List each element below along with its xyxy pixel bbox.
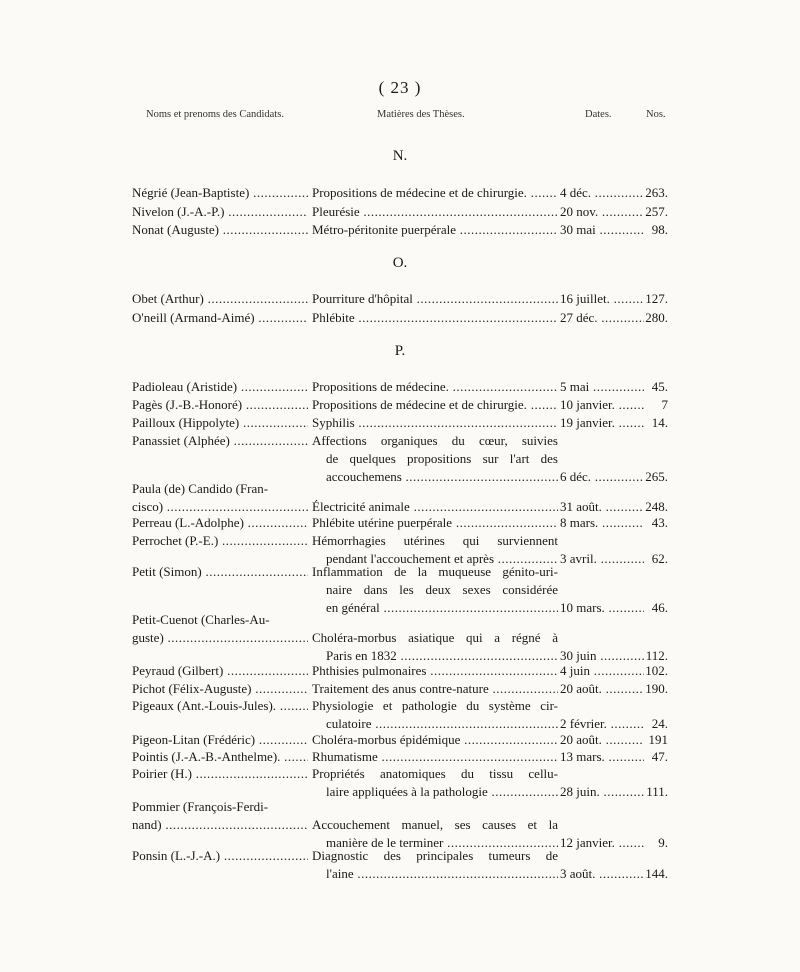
entry-line bbox=[132, 563, 668, 581]
entry bbox=[132, 514, 668, 532]
thesis-title: Affections organiques du cœur, suivies bbox=[312, 433, 558, 448]
entry-line bbox=[132, 378, 668, 396]
entry bbox=[132, 680, 668, 698]
candidate-name: guste) ..... bbox=[132, 629, 308, 647]
section-letter-n: N. bbox=[392, 148, 408, 164]
thesis-number: 14. bbox=[651, 415, 668, 430]
candidate-name: Obet (Arthur) ..... bbox=[132, 290, 308, 308]
entry-line bbox=[132, 581, 668, 599]
thesis-title: naire dans les deux sexes considérée bbox=[326, 582, 558, 597]
thesis-title: pendant l'accouchement et après ..... bbox=[326, 550, 558, 568]
thesis-title: Pourriture d'hôpital ..... bbox=[312, 290, 558, 308]
thesis-number: 24. bbox=[651, 716, 668, 731]
entry bbox=[132, 432, 668, 486]
thesis-title: de quelques propositions sur l'art des bbox=[326, 451, 558, 466]
thesis-date: 10 mars. ..... bbox=[560, 599, 644, 617]
thesis-date: 5 mai ..... bbox=[560, 378, 644, 396]
entry bbox=[132, 662, 668, 680]
entry bbox=[132, 563, 668, 617]
candidate-name: Petit-Cuenot (Charles-Au- bbox=[132, 612, 270, 627]
candidate-name: Pigeaux (Ant.-Louis-Jules). ..... bbox=[132, 697, 308, 715]
thesis-date: 31 août. ..... bbox=[560, 498, 644, 516]
entry bbox=[132, 731, 668, 749]
entry bbox=[132, 414, 668, 432]
thesis-number: 263. bbox=[645, 185, 668, 200]
thesis-title: Syphilis ..... bbox=[312, 414, 558, 432]
thesis-title: l'aine ..... bbox=[326, 865, 558, 883]
thesis-date: 6 déc. ..... bbox=[560, 468, 644, 486]
thesis-date: 4 juin ..... bbox=[560, 662, 644, 680]
thesis-number: 191 bbox=[648, 732, 668, 747]
entry-line bbox=[132, 748, 668, 766]
entry-line bbox=[132, 765, 668, 783]
entry-line bbox=[132, 290, 668, 308]
thesis-title: Propositions de médecine et de chirurgie. ..... bbox=[312, 184, 558, 202]
entry bbox=[132, 309, 668, 327]
section-letter-p: P. bbox=[394, 343, 406, 359]
candidate-name: Pagès (J.-B.-Honoré) ..... bbox=[132, 396, 308, 414]
candidate-name: nand) ..... bbox=[132, 816, 308, 834]
thesis-title: Choléra-morbus épidémique ..... bbox=[312, 731, 558, 749]
thesis-number: 265. bbox=[645, 469, 668, 484]
thesis-title: Propriétés anatomiques du tissu cellu- bbox=[312, 766, 558, 781]
thesis-title: Propositions de médecine et de chirurgie. ..... bbox=[312, 396, 558, 414]
section-letter-o: O. bbox=[392, 255, 408, 271]
thesis-number: 248. bbox=[645, 499, 668, 514]
thesis-title: Propositions de médecine. ..... bbox=[312, 378, 558, 396]
thesis-number: 190. bbox=[645, 681, 668, 696]
entry-line bbox=[132, 731, 668, 749]
entry-line bbox=[132, 432, 668, 450]
entry bbox=[132, 798, 668, 852]
thesis-title: Phthisies pulmonaires ..... bbox=[312, 662, 558, 680]
entry-line bbox=[132, 629, 668, 647]
entry-line bbox=[132, 798, 668, 816]
candidate-name: Petit (Simon) ..... bbox=[132, 563, 308, 581]
thesis-date: 13 mars. ..... bbox=[560, 748, 644, 766]
thesis-title: Paris en 1832 ..... bbox=[326, 647, 558, 665]
thesis-date: 4 déc. ..... bbox=[560, 184, 644, 202]
thesis-title: Choléra-morbus asiatique qui a régné à bbox=[312, 630, 558, 645]
thesis-number: 102. bbox=[645, 663, 668, 678]
candidate-name: Panassiet (Alphée) ..... bbox=[132, 432, 308, 450]
entry-line bbox=[132, 514, 668, 532]
thesis-title: Rhumatisme ..... bbox=[312, 748, 558, 766]
candidate-name: Nonat (Auguste) ..... bbox=[132, 221, 308, 239]
thesis-title: en général ..... bbox=[326, 599, 558, 617]
thesis-date: 20 août. ..... bbox=[560, 731, 644, 749]
thesis-number: 111. bbox=[646, 784, 668, 799]
thesis-title: Phlébite ..... bbox=[312, 309, 558, 327]
thesis-title: culatoire ..... bbox=[326, 715, 558, 733]
entry-line bbox=[132, 697, 668, 715]
thesis-date: 2 février. ..... bbox=[560, 715, 644, 733]
entry-line bbox=[132, 203, 668, 221]
candidate-name: Poirier (H.) ..... bbox=[132, 765, 308, 783]
candidate-name: Négrié (Jean-Baptiste) ..... bbox=[132, 184, 308, 202]
entry-line bbox=[132, 309, 668, 327]
thesis-number: 127. bbox=[645, 291, 668, 306]
candidate-name: Pommier (François-Ferdi- bbox=[132, 799, 269, 814]
entry-line bbox=[132, 396, 668, 414]
entry-line bbox=[132, 816, 668, 834]
thesis-title: Électricité animale ..... bbox=[312, 498, 558, 516]
thesis-number: 47. bbox=[651, 749, 668, 764]
thesis-title: Physiologie et pathologie du système cir- bbox=[312, 698, 558, 713]
thesis-number: 46. bbox=[651, 600, 668, 615]
entry-line bbox=[132, 480, 668, 498]
thesis-title: Phlébite utérine puerpérale ..... bbox=[312, 514, 558, 532]
thesis-title: Accouchement manuel, ses causes et la bbox=[312, 817, 558, 832]
thesis-title: Pleurésie ..... bbox=[312, 203, 558, 221]
candidate-name: Perrochet (P.-E.) ..... bbox=[132, 532, 308, 550]
page-number: ( 23 ) bbox=[378, 78, 422, 97]
entry-line bbox=[132, 414, 668, 432]
candidate-name: Pailloux (Hippolyte) ..... bbox=[132, 414, 308, 432]
entry bbox=[132, 290, 668, 308]
entry bbox=[132, 378, 668, 396]
thesis-title: Inflammation de la muqueuse génito-uri- bbox=[312, 564, 558, 579]
entry-line bbox=[132, 184, 668, 202]
entry bbox=[132, 480, 668, 516]
thesis-title: Diagnostic des principales tumeurs de bbox=[312, 848, 558, 863]
thesis-date: 20 août. ..... bbox=[560, 680, 644, 698]
thesis-number: 45. bbox=[651, 379, 668, 394]
entry bbox=[132, 396, 668, 414]
header-dates: Dates. bbox=[585, 109, 612, 120]
thesis-title: accouchemens ..... bbox=[326, 468, 558, 486]
entry-line bbox=[132, 532, 668, 550]
entry-line bbox=[132, 611, 668, 629]
thesis-number: 280. bbox=[645, 310, 668, 325]
thesis-number: 43. bbox=[651, 515, 668, 530]
thesis-date: 10 janvier. ..... bbox=[560, 396, 644, 414]
entry bbox=[132, 184, 668, 202]
thesis-date: 12 janvier. ..... bbox=[560, 834, 644, 852]
entry bbox=[132, 611, 668, 665]
thesis-title: Métro-péritonite puerpérale ..... bbox=[312, 221, 558, 239]
thesis-date: 28 juin. ..... bbox=[560, 783, 644, 801]
thesis-number: 112. bbox=[645, 648, 668, 663]
entry-line bbox=[132, 847, 668, 865]
thesis-number: 98. bbox=[651, 222, 668, 237]
entry-line bbox=[132, 865, 668, 883]
candidate-name: Padioleau (Aristide) ..... bbox=[132, 378, 308, 396]
candidate-name: Peyraud (Gilbert) ..... bbox=[132, 662, 308, 680]
candidate-name: Nivelon (J.-A.-P.) ..... bbox=[132, 203, 308, 221]
thesis-date: 30 mai ..... bbox=[560, 221, 644, 239]
entry-line bbox=[132, 680, 668, 698]
thesis-date: 3 avril. ..... bbox=[560, 550, 644, 568]
thesis-title: laire appliquées à la pathologie ..... bbox=[326, 783, 558, 801]
thesis-date: 27 déc. ..... bbox=[560, 309, 644, 327]
entry bbox=[132, 697, 668, 733]
thesis-date: 3 août. ..... bbox=[560, 865, 644, 883]
thesis-date: 19 janvier. ..... bbox=[560, 414, 644, 432]
candidate-name: Pointis (J.-A.-B.-Anthelme). ..... bbox=[132, 748, 308, 766]
candidate-name: Pichot (Félix-Auguste) ..... bbox=[132, 680, 308, 698]
candidate-name: Pigeon-Litan (Frédéric) ..... bbox=[132, 731, 308, 749]
thesis-title: Traitement des anus contre-nature ..... bbox=[312, 680, 558, 698]
candidate-name: Perreau (L.-Adolphe) ..... bbox=[132, 514, 308, 532]
entry-line bbox=[132, 221, 668, 239]
thesis-number: 62. bbox=[651, 551, 668, 566]
entry bbox=[132, 847, 668, 883]
entry bbox=[132, 748, 668, 766]
entry bbox=[132, 221, 668, 239]
thesis-title: Hémorrhagies utérines qui surviennent bbox=[312, 533, 558, 548]
thesis-number: 7 bbox=[661, 397, 668, 412]
candidate-name: cisco) ..... bbox=[132, 498, 308, 516]
entry bbox=[132, 203, 668, 221]
thesis-date: 30 juin ..... bbox=[560, 647, 644, 665]
entry-line bbox=[132, 450, 668, 468]
thesis-title: manière de le terminer ..... bbox=[326, 834, 558, 852]
thesis-date: 8 mars. ..... bbox=[560, 514, 644, 532]
header-names: Noms et prenoms des Candidats. bbox=[146, 109, 284, 120]
entry-line bbox=[132, 662, 668, 680]
thesis-number: 9. bbox=[658, 835, 668, 850]
thesis-number: 144. bbox=[645, 866, 668, 881]
candidate-name: Ponsin (L.-J.-A.) ..... bbox=[132, 847, 308, 865]
entry bbox=[132, 765, 668, 801]
header-theses: Matières des Thèses. bbox=[377, 109, 465, 120]
candidate-name: O'neill (Armand-Aimé) ..... bbox=[132, 309, 308, 327]
thesis-date: 16 juillet. ..... bbox=[560, 290, 644, 308]
thesis-date: 20 nov. ..... bbox=[560, 203, 644, 221]
candidate-name: Paula (de) Candido (Fran- bbox=[132, 481, 269, 496]
header-numbers: Nos. bbox=[646, 109, 666, 120]
thesis-number: 257. bbox=[645, 204, 668, 219]
